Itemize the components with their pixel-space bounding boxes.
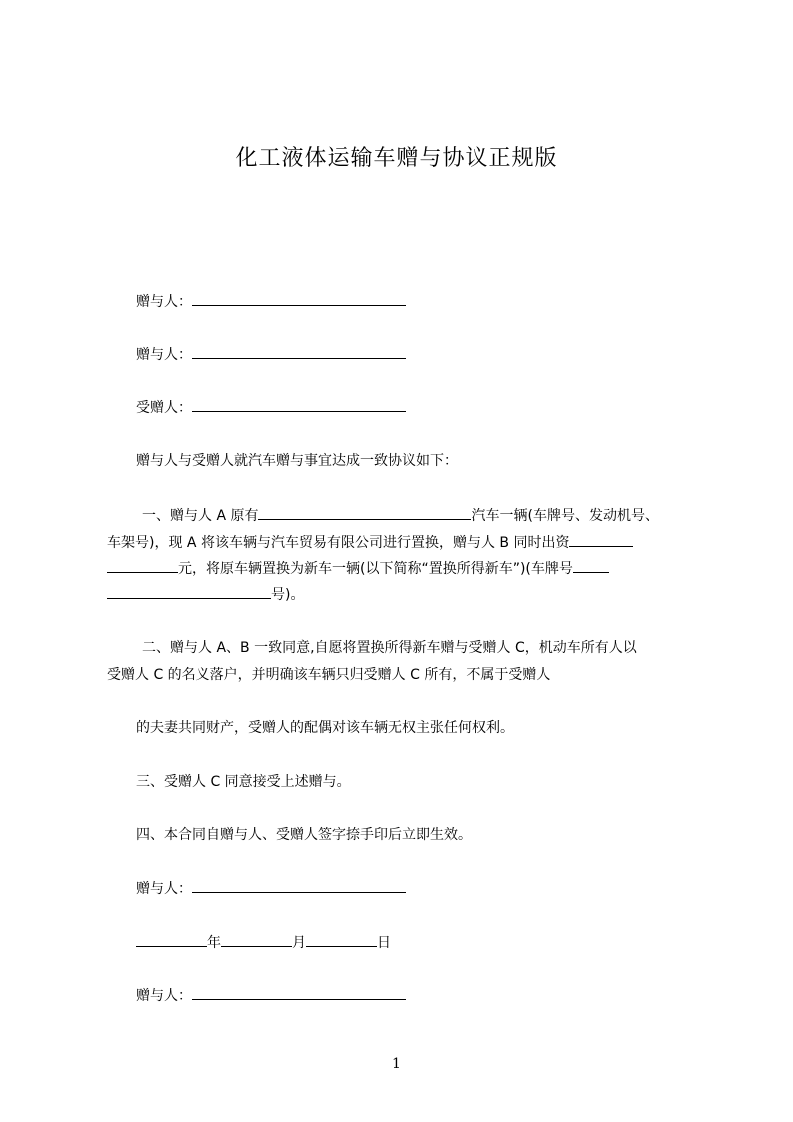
clause-1-text: 一、赠与人 A 原有 — [142, 508, 259, 524]
donee-blank — [192, 398, 406, 412]
month-blank — [221, 933, 292, 947]
clause-4: 四、本合同自赠与人、受赠人签字捺手印后立即生效。 — [136, 827, 472, 843]
plate-blank — [107, 585, 271, 599]
document-title: 化工液体运输车赠与协议正规版 — [235, 146, 558, 171]
vehicle-blank — [258, 506, 471, 520]
clause-1-line-2 — [107, 533, 633, 552]
donee-label: 受赠人： — [136, 400, 192, 416]
year-blank — [136, 933, 207, 947]
signature-field-1 — [136, 879, 406, 898]
clause-1-line-3 — [107, 559, 609, 578]
year-label: 年 — [207, 935, 221, 951]
clause-1-text: 号)。 — [271, 587, 305, 603]
amount-blank — [569, 533, 633, 547]
donor-label: 赠与人： — [136, 988, 192, 1004]
clause-2-line-2: 受赠人 C 的名义落户，并明确该车辆只归受赠人 C 所有，不属于受赠人 — [107, 667, 551, 683]
clause-1-text: 汽车一辆(车牌号、发动机号、 — [471, 508, 659, 524]
clause-1-text: 元，将原车辆置换为新车一辆(以下简称“置换所得新车”)(车牌号 — [178, 561, 573, 577]
day-label: 日 — [377, 935, 391, 951]
page-number: 1 — [392, 1056, 401, 1072]
donee-field — [136, 398, 406, 417]
donor-blank — [192, 345, 406, 359]
signature-blank — [192, 986, 406, 1000]
clause-1-line-1 — [142, 506, 659, 525]
donor-label: 赠与人： — [136, 347, 192, 363]
clause-2-line-3: 的夫妻共同财产，受赠人的配偶对该车辆无权主张任何权利。 — [136, 720, 514, 736]
clause-1-text: 车架号)，现 A 将该车辆与汽车贸易有限公司进行置换，赠与人 B 同时出资 — [107, 535, 570, 551]
clause-1-line-4 — [107, 585, 304, 604]
clause-2-line-1: 二、赠与人 A、B 一致同意,自愿将置换所得新车赠与受赠人 C，机动车所有人以 — [142, 640, 637, 656]
month-label: 月 — [292, 935, 306, 951]
clause-3: 三、受赠人 C 同意接受上述赠与。 — [136, 774, 351, 790]
date-field — [136, 933, 391, 952]
donor-field-2 — [136, 345, 406, 364]
signature-blank — [192, 879, 406, 893]
intro-paragraph: 赠与人与受赠人就汽车赠与事宜达成一致协议如下： — [136, 453, 458, 469]
amount-blank — [107, 559, 178, 573]
donor-label: 赠与人： — [136, 881, 192, 897]
donor-blank — [192, 292, 406, 306]
donor-label: 赠与人： — [136, 294, 192, 310]
day-blank — [306, 933, 377, 947]
plate-blank — [573, 559, 609, 573]
donor-field-1 — [136, 292, 406, 311]
signature-field-2 — [136, 986, 406, 1005]
